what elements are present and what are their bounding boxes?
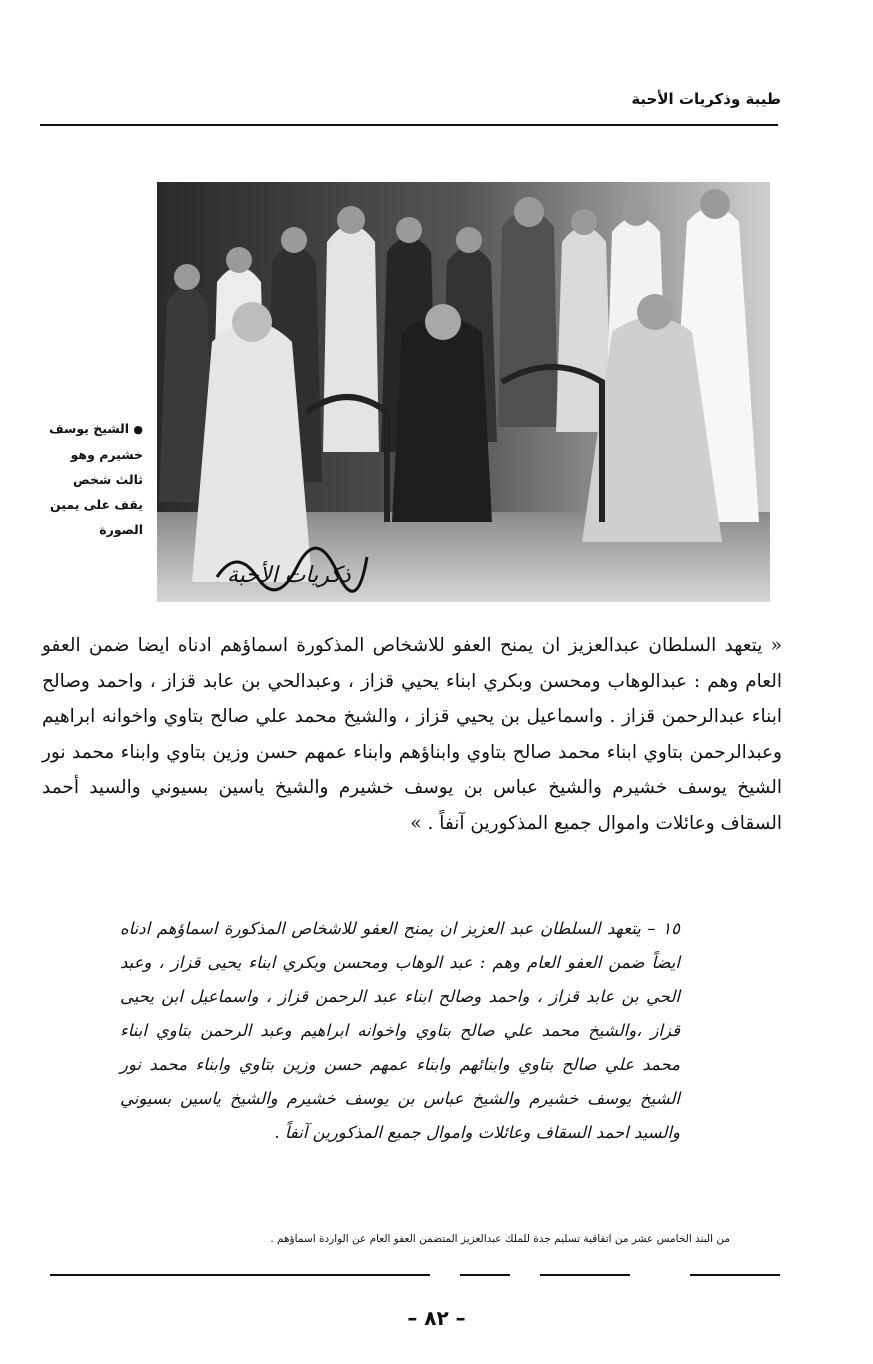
footnote-rule-mid2 bbox=[540, 1274, 630, 1276]
photo-illustration bbox=[157, 182, 770, 602]
caption-text: الشيخ يوسف خشيرم وهو ثالث شخص يقف على يمين الصورة bbox=[49, 421, 143, 537]
photo-watermark: ذكريات الأحبة bbox=[227, 563, 351, 588]
footnote: من البند الخامس عشر من اتفاقية تسليم جدة للملك عبدالعزيز المتضمن العفو العام عن الواردة اسماؤهم . bbox=[270, 1233, 730, 1245]
footnote-rule-mid bbox=[460, 1274, 510, 1276]
running-title: طيبة وذكريات الأحبة bbox=[631, 90, 781, 108]
main-paragraph: « يتعهد السلطان عبدالعزيز ان يمنح العفو للاشخاص المذكورة اسماؤهم ادناه ايضا ضمن العفو العام وهم : عبدالوهاب ومحسن وبكري ابناء يحيي قزاز ، وعبدالحي بن عابد قزاز ، واحمد وصالح ابناء عبدالرحمن قزاز . واسماعيل بن يحيي قزاز ، والشيخ محمد علي صالح بتاوي واخوانه ابراهيم وعبدالرحمن بتاوي ابناء محمد صالح بتاوي وابناؤهم وابناء عمهم حسن وزين بتاوي وابناء محمد نور الشيخ يوسف خشيرم والشيخ عباس بن يوسف خشيرم والشيخ ياسين بسيوني والسيد أحمد السقاف وعائلات واموال جميع المذكورين آنفاً . » bbox=[42, 635, 782, 834]
page-number: – ٨٢ – bbox=[407, 1306, 466, 1330]
footnote-rule-left bbox=[50, 1274, 430, 1276]
footnote-rule-right bbox=[690, 1274, 780, 1276]
handwritten-excerpt: ١٥ – يتعهد السلطان عبد العزيز ان يمنح العفو للاشخاص المذكورة اسماؤهم ادناه ايضاً ضمن العفو العام وهم : عبد الوهاب ومحسن وبكري ابناء يحيى قزاز ، وعبد الحي بن عابد قزاز ، واحمد وصالح ابناء عبد الرحمن قزاز ، واسماعيل ابن يحيى قزاز ،والشيخ محمد علي صالح بتاوي واخوانه ابراهيم وعبد الرحمن بتاوي ابناء محمد علي صالح بتاوي وابنائهم وابناء عمهم حسن وزين بتاوي وابناء محمد نور الشيخ يوسف خشيرم والشيخ عباس بن يوسف خشيرم والشيخ ياسين بسيوني والسيد احمد السقاف وعائلات واموال جميع المذكورين آنفاً . bbox=[120, 919, 680, 1142]
header-rule bbox=[40, 124, 778, 126]
historical-group-photo bbox=[157, 182, 770, 602]
caption-bullet: ● bbox=[133, 423, 143, 436]
photo-caption bbox=[43, 416, 143, 542]
